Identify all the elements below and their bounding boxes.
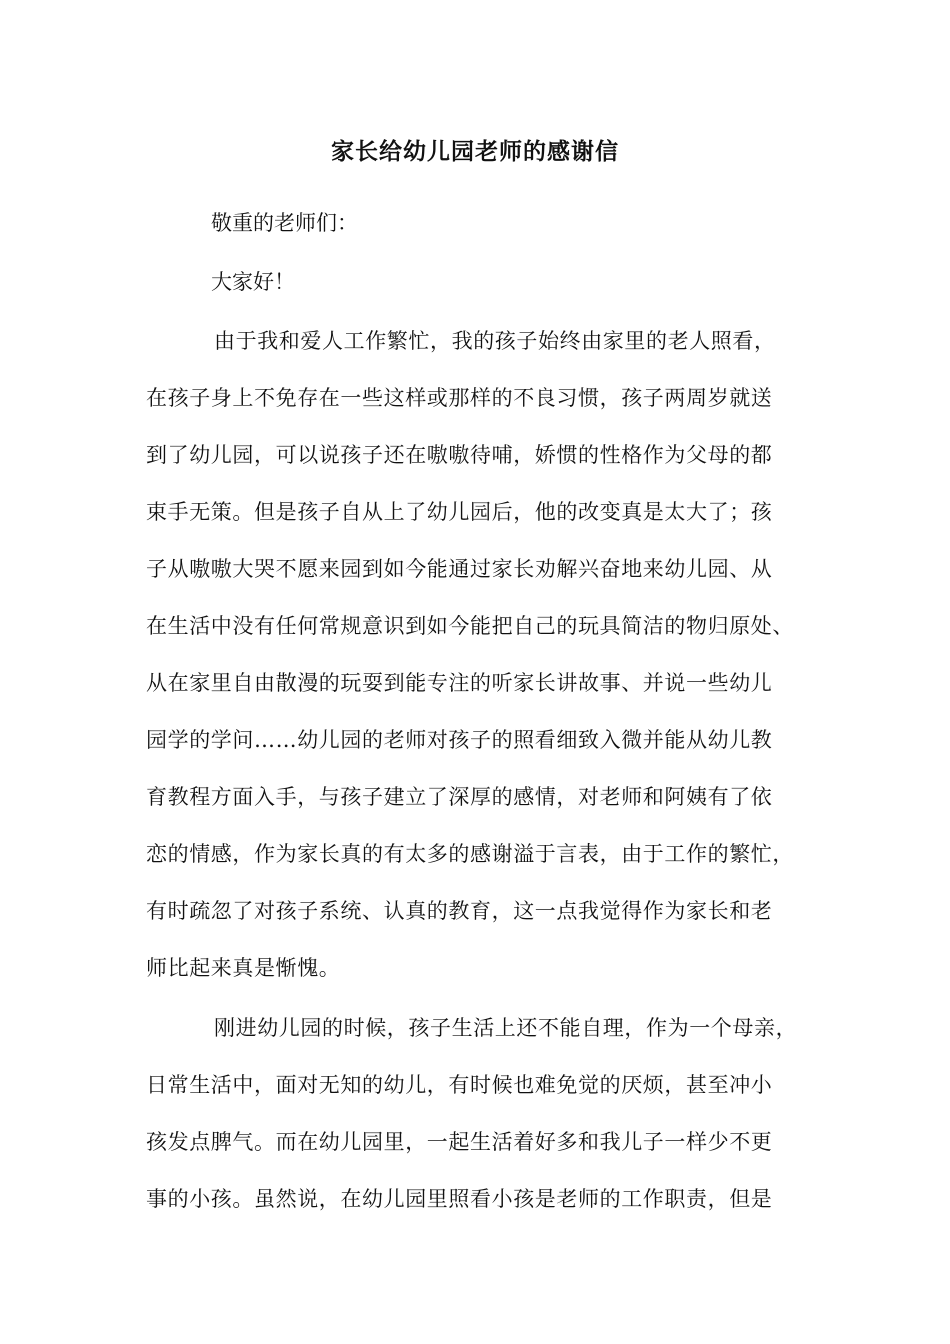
paragraph-line: 到了幼儿园，可以说孩子还在嗷嗷待哺，娇惯的性格作为父母的都 <box>146 443 773 467</box>
letter-title: 家长给幼儿园老师的感谢信 <box>331 138 619 165</box>
paragraph-line: 师比起来真是惭愧。 <box>146 956 341 980</box>
paragraph-line: 恋的情感，作为家长真的有太多的感谢溢于言表，由于工作的繁忙， <box>146 842 794 866</box>
paragraph-line: 子从嗷嗷大哭不愿来园到如今能通过家长劝解兴奋地来幼儿园、从 <box>146 557 773 581</box>
paragraph-line: 从在家里自由散漫的玩耍到能专注的听家长讲故事、并说一些幼儿 <box>146 671 773 695</box>
letter-salutation: 敬重的老师们： <box>211 211 358 235</box>
letter-greeting: 大家好！ <box>211 270 295 294</box>
paragraph-line: 育教程方面入手，与孩子建立了深厚的感情，对老师和阿姨有了依 <box>146 785 773 809</box>
paragraph-line: 束手无策。但是孩子自从上了幼儿园后，他的改变真是太大了；孩 <box>146 500 773 524</box>
paragraph-line: 在生活中没有任何常规意识到如今能把自己的玩具简洁的物归原处、 <box>146 614 794 638</box>
paragraph-line: 事的小孩。虽然说，在幼儿园里照看小孩是老师的工作职责，但是 <box>146 1187 773 1211</box>
paragraph-line: 刚进幼儿园的时候，孩子生活上还不能自理，作为一个母亲， <box>214 1016 798 1040</box>
paragraph-line: 在孩子身上不免存在一些这样或那样的不良习惯，孩子两周岁就送 <box>146 386 773 410</box>
paragraph-line: 有时疏忽了对孩子系统、认真的教育，这一点我觉得作为家长和老 <box>146 899 773 923</box>
paragraph-line: 孩发点脾气。而在幼儿园里，一起生活着好多和我儿子一样少不更 <box>146 1130 773 1154</box>
paragraph-line: 日常生活中，面对无知的幼儿，有时候也难免觉的厌烦，甚至冲小 <box>146 1073 773 1097</box>
paragraph-line: 园学的学问……幼儿园的老师对孩子的照看细致入微并能从幼儿教 <box>146 728 773 752</box>
paragraph-line: 由于我和爱人工作繁忙，我的孩子始终由家里的老人照看， <box>214 329 776 353</box>
